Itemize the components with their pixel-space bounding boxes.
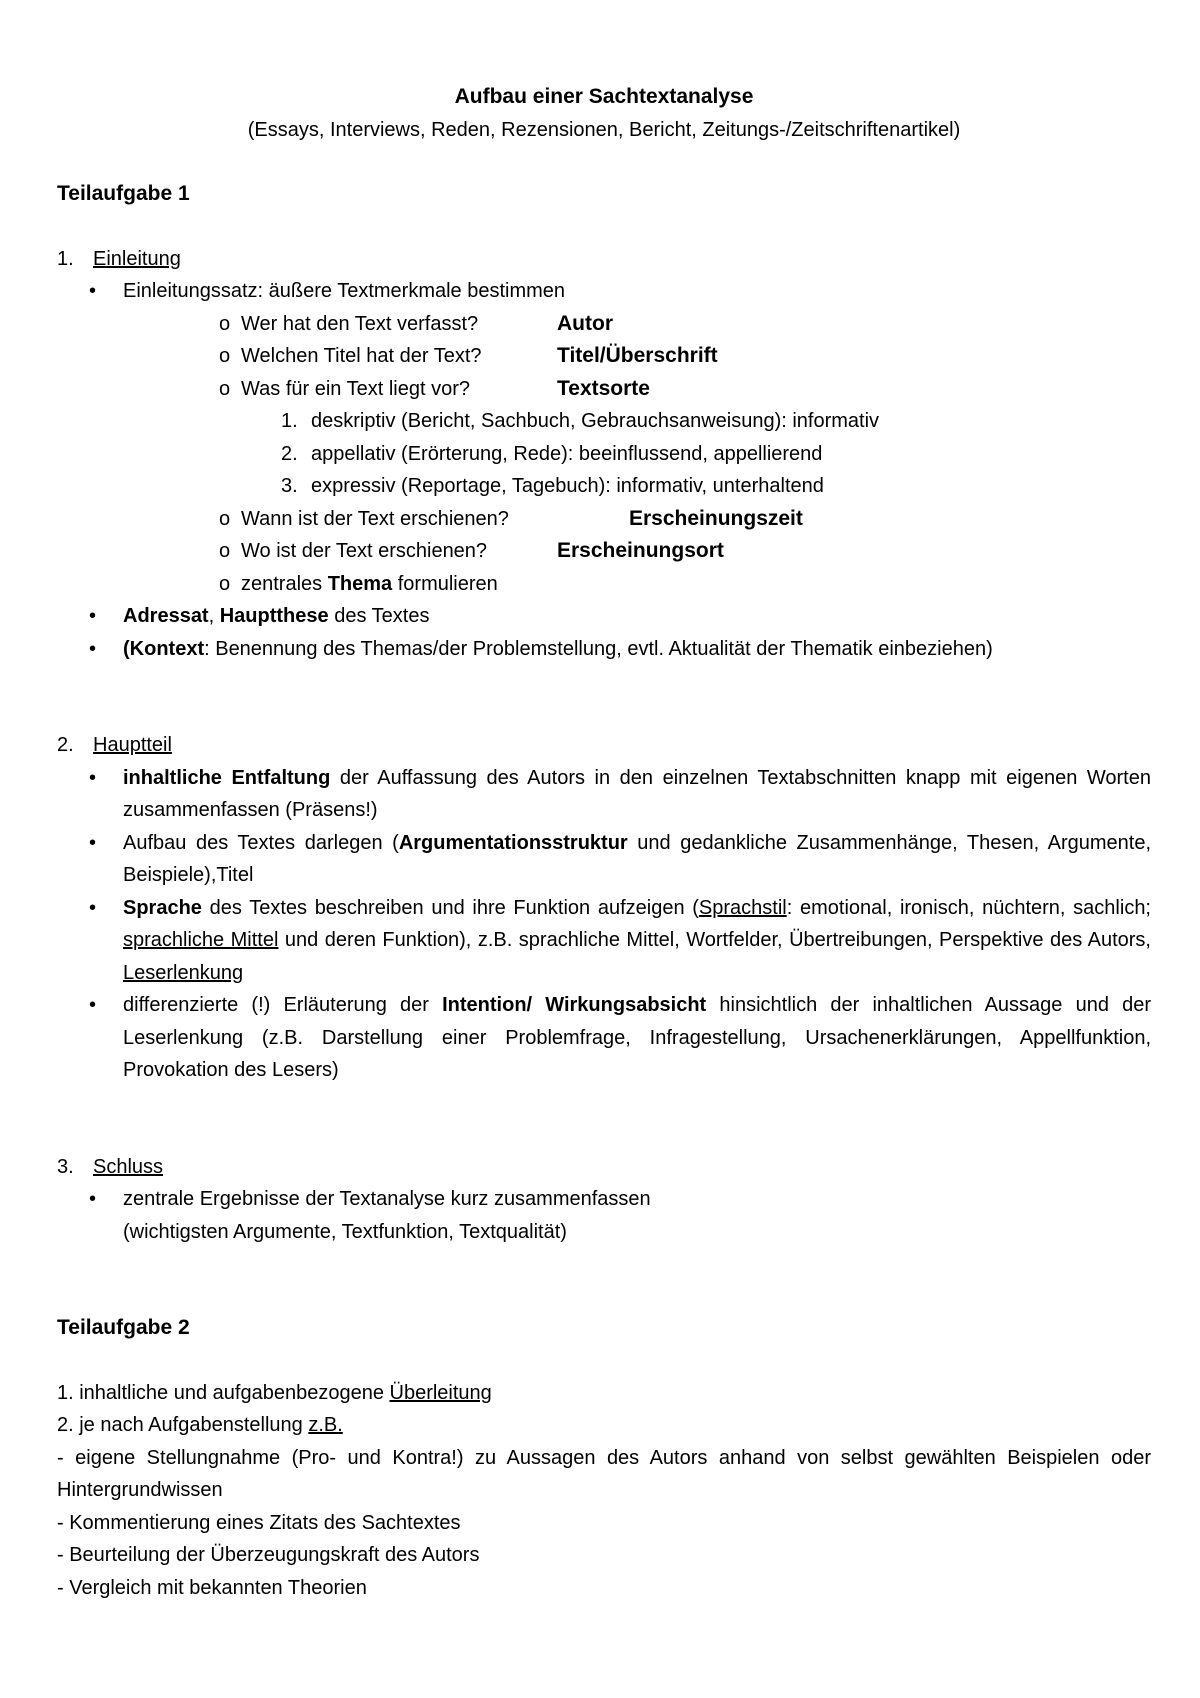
text-type-text: appellativ (Erörterung, Rede): beeinflussend, appellierend [311, 442, 823, 465]
text-type-number: 2. [281, 442, 298, 465]
task2-line [57, 1409, 1151, 1442]
main-bullet [57, 762, 1151, 827]
end-bullet [57, 1183, 1151, 1216]
bold-term: Adressat [123, 605, 209, 627]
bullet-text: des Textes [328, 605, 430, 627]
underlined-term: Leserlenkung [123, 961, 244, 984]
end-bullet-continuation: (wichtigsten Argumente, Textfunktion, Textqualität) [123, 1220, 567, 1243]
question-text: Wo ist der Text erschienen? [241, 540, 488, 562]
theme-bold: Thema [327, 572, 393, 595]
bold-term: Intention/ Wirkungsabsicht [442, 994, 707, 1016]
bullet-text: des Textes beschreiben und ihre Funktion aufzeigen ( [201, 896, 699, 919]
section-title: Schluss [93, 1155, 164, 1178]
circle-bullet-icon: o [219, 572, 231, 595]
bullet-text: und deren Funktion), z.B. sprachliche Mittel, Wortfelder, Übertreibungen, Perspektive des Autors, [278, 929, 1151, 951]
intro-question [57, 535, 1151, 568]
document-subtitle: (Essays, Interviews, Reden, Rezensionen, Bericht, Zeitungs-/Zeitschriftenartikel) [247, 118, 961, 141]
text-type-item [57, 438, 1151, 471]
task2-line: - Kommentierung eines Zitats des Sachtextes [57, 1511, 461, 1534]
task1-heading: Teilaufgabe 1 [57, 182, 190, 205]
text-type-number: 1. [281, 410, 298, 432]
line-text: 1. inhaltliche und aufgabenbezogene [57, 1381, 390, 1404]
document-title: Aufbau einer Sachtextanalyse [454, 85, 754, 108]
circle-bullet-icon: o [219, 507, 231, 530]
bold-term: inhaltliche Entfaltung [123, 766, 331, 789]
end-bullet-list [57, 1183, 1151, 1216]
task2-heading: Teilaufgabe 2 [57, 1316, 190, 1339]
question-tag: Titel/Überschrift [557, 344, 718, 367]
bold-term: Argumentationsstruktur [398, 831, 628, 854]
question-tag: Autor [557, 311, 613, 335]
theme-post: formulieren [392, 572, 498, 595]
underlined-term: z.B. [308, 1414, 343, 1436]
section-intro-heading [57, 243, 1151, 276]
question-tag: Erscheinungsort [557, 539, 724, 562]
intro-question [57, 340, 1151, 373]
question-text: Was für ein Text liegt vor? [241, 377, 470, 400]
underlined-term: sprachliche Mittel [123, 929, 279, 951]
intro-bullet-list [57, 275, 1151, 308]
text-type-number: 3. [281, 475, 298, 497]
document-page [57, 81, 1151, 1604]
question-tag: Erscheinungszeit [629, 506, 803, 530]
task2-line [57, 1377, 1151, 1410]
bullet-text: der Auffassung des Autors in den einzelnen Textabschnitten knapp mit eigenen Worten zusammenfassen (Präsens!) [123, 766, 1151, 821]
section-end-heading [57, 1151, 1151, 1184]
question-text: Welchen Titel hat der Text? [241, 345, 482, 367]
theme-pre: zentrales [241, 572, 328, 595]
circle-bullet-icon: o [219, 377, 231, 400]
circle-bullet-icon: o [219, 312, 231, 335]
intro-bullet-list-2 [57, 600, 1151, 665]
intro-question [57, 373, 1151, 406]
task2-line: - eigene Stellungnahme (Pro- und Kontra!) zu Aussagen des Autors anhand von selbst gewählten Beispielen oder Hintergrundwissen [57, 1446, 1151, 1501]
text-type-item [57, 405, 1151, 438]
section-title: Hauptteil [93, 734, 172, 756]
intro-bullet [57, 633, 1151, 666]
section-number: 1. [57, 247, 74, 270]
text-type-text: expressiv (Reportage, Tagebuch): informativ, unterhaltend [311, 475, 824, 497]
question-text: Wann ist der Text erschienen? [241, 507, 509, 530]
bullet-text: zentrale Ergebnisse der Textanalyse kurz zusammenfassen [123, 1188, 651, 1210]
bullet-text: hinsichtlich der inhaltlichen Aussage und der Leserlenkung (z.B. Darstellung einer Problemfrage, Infragestellung, Ursachenerklärungen, Appellfunktion, Provokation des Lesers) [123, 994, 1152, 1081]
bold-term: Sprache [123, 896, 202, 919]
question-tag: Textsorte [557, 376, 650, 400]
underlined-term: Sprachstil [698, 896, 787, 919]
circle-bullet-icon: o [219, 540, 231, 562]
intro-bullet [57, 600, 1151, 633]
separator: , [208, 605, 220, 627]
text-type-item [57, 470, 1151, 503]
underlined-term: Überleitung [389, 1381, 492, 1404]
bullet-text: und gedankliche Zusammenhänge, Thesen, Argumente, Beispiele),Titel [123, 831, 1152, 886]
intro-bullet [57, 275, 1151, 308]
bullet-text: : emotional, ironisch, nüchtern, sachlich; [786, 896, 1151, 919]
main-bullet [57, 827, 1151, 892]
bold-term: (Kontext [123, 637, 205, 660]
section-title: Einleitung [93, 247, 181, 270]
intro-question [57, 308, 1151, 341]
section-main-heading [57, 729, 1151, 762]
task2-line: - Beurteilung der Überzeugungskraft des Autors [57, 1544, 480, 1566]
text-type-text: deskriptiv (Bericht, Sachbuch, Gebrauchsanweisung): informativ [311, 410, 880, 432]
bullet-text: Aufbau des Textes darlegen ( [123, 831, 399, 854]
bold-term: Hauptthese [219, 605, 329, 627]
main-bullet [57, 989, 1151, 1087]
intro-question [57, 503, 1151, 536]
circle-bullet-icon: o [219, 345, 231, 367]
bullet-text: Einleitungssatz: äußere Textmerkmale bestimmen [123, 280, 566, 302]
section-number: 2. [57, 734, 74, 756]
main-bullet [57, 892, 1151, 990]
bullet-text: : Benennung des Themas/der Problemstellung, evtl. Aktualität der Thematik einbeziehen) [204, 637, 993, 660]
section-number: 3. [57, 1155, 74, 1178]
main-bullet-list [57, 762, 1151, 1087]
bullet-text: differenzierte (!) Erläuterung der [123, 994, 443, 1016]
intro-theme-item [57, 568, 1151, 601]
question-text: Wer hat den Text verfasst? [241, 312, 479, 335]
task2-line: - Vergleich mit bekannten Theorien [57, 1576, 367, 1599]
line-text: 2. je nach Aufgabenstellung [57, 1414, 309, 1436]
